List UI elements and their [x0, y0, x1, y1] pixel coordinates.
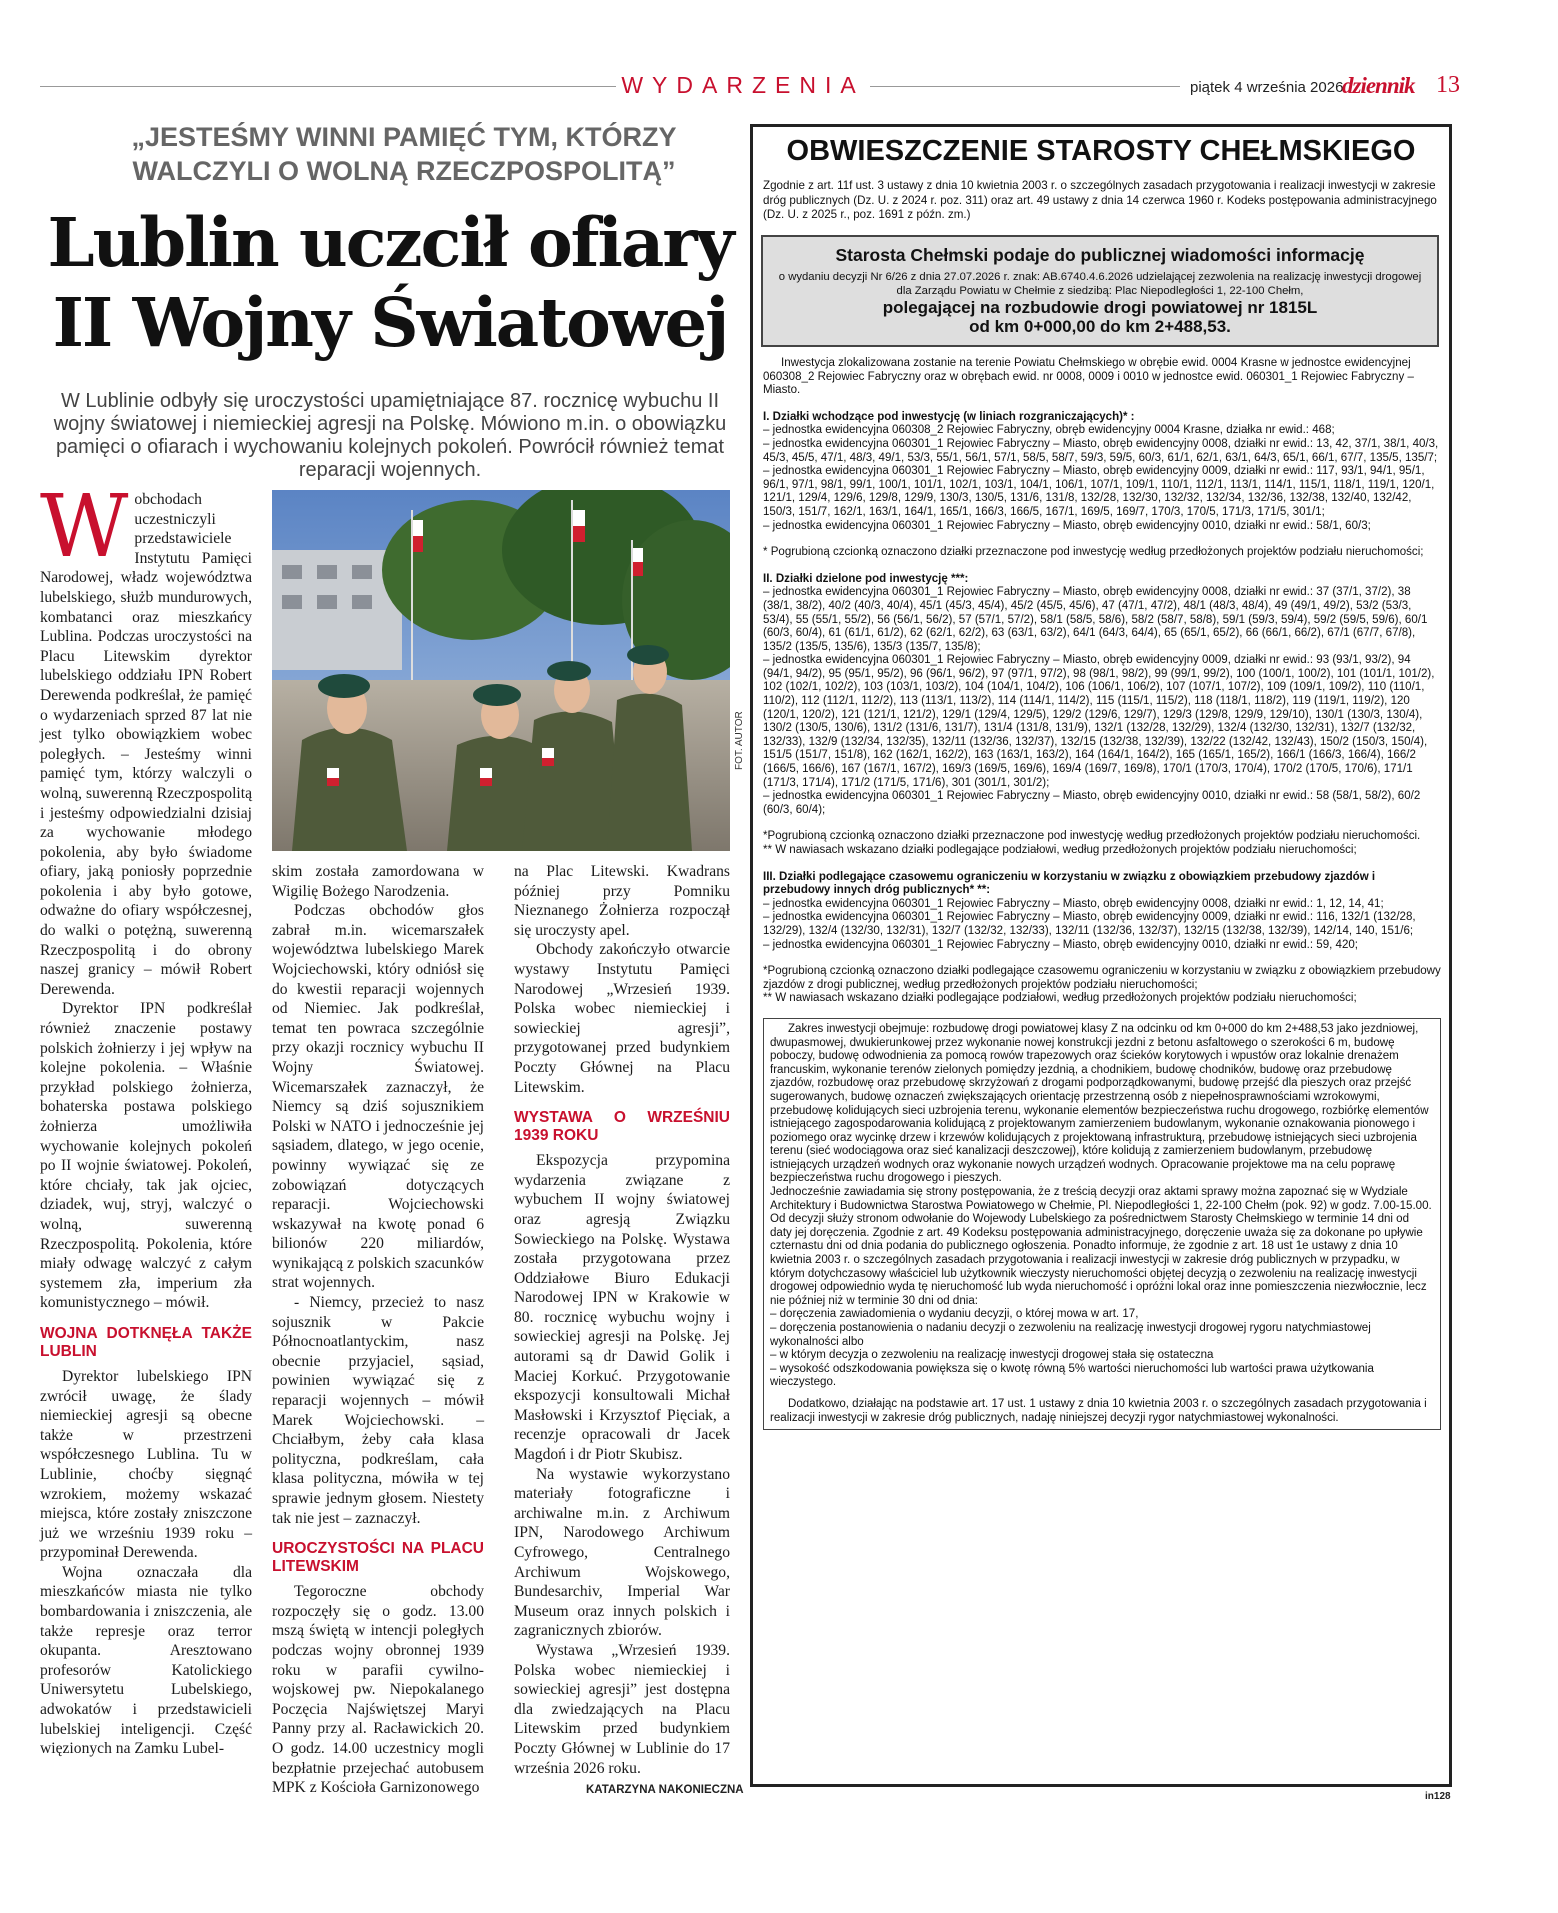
article-paragraph	[40, 477, 252, 999]
header-rule-left	[40, 86, 616, 87]
notice-bullet: – doręczenia zawiadomienia o wydaniu decyzji, o której mowa w art. 17,	[770, 1308, 1139, 1321]
paragraph-text: obchodach uczestniczyli przedstawiciele Instytutu Pamięci Narodowej, władz województwa lubelskiego, służb mundurowych, kombatanci oraz mieszkańcy Lublina. Podczas uroczystości na Placu Litewskim dyrektor lubelskiego oddziału IPN Robert Derewenda podkreślał, że pamięć o wydarzeniach sprzed 87 lat nie jest tylko obowiązkiem wobec poległych. – Jesteśmy winni pamięć tym, którzy walczyli o wolną, suwerenną Rzeczpospolitą i jesteśmy odpowiedzialni dzisiaj za wychowanie młodego pokolenia, aby było świadome ofiary, jaką poniosły poprzednie pokolenia i aby było gotowe, odważne do ofiary współczesnej, do walki o potężną, suwerenną Rzeczpospolitą i do obrony naszej granicy – mówił Robert Derewenda.	[40, 491, 252, 998]
soldiers-photo-illustration	[272, 490, 730, 851]
notice-list-item: – jednostka ewidencyjna 060301_1 Rejowiec Fabryczny – Miasto, obręb ewidencyjny 0008, działki nr ewid.: 37 (37/1, 37/2), 38 (38/1, 38/2), 40/2 (40/3, 40/4), 45/1 (45/3, 45/4), 45/2 (45/5, 45/6), 47 (47/1, 47/2), 48/1 (48/3, 48/4), 49 (49/1, 49/2), 53/2 (53/3, 53/4), 55 (55/1, 55/2), 56 (56/1, 56/2), 57 (57/1, 57/2), 58/1 (58/5, 58/6), 58/2 (58/7, 58/8), 59/1 (59/3, 59/4), 59/2 (59/5, 59/6), 60/1 (60/3, 60/4), 61 (61/1, 61/2), 62 (62/1, 62/2), 63 (63/1, 63/2), 64/1 (64/3, 64/4), 65 (65/1, 65/2), 66 (66/1, 66/2), 67/1 (67/7, 67/8), 135/2 (135/5, 135/6), 135/3 (135/7, 135/8);	[763, 586, 1428, 653]
article-paragraph: Wystawa „Wrzesień 1939. Polska wobec niemieckiej i sowieckiej agresji” jest dostępna dla zwiedzających na Placu Litewskim przed budynkiem Poczty Głównej w Lublinie do 17 września 2026 roku.	[514, 1641, 730, 1777]
notice-decision-box	[763, 1018, 1441, 1430]
article-paragraph: Tegoroczne obchody rozpoczęły się o godz. 13.00 mszą świętą w intencji poległych podczas wojny obronnej 1939 roku w parafii cywilno-wojskowej pw. Niepokalanego Poczęcia Najświętszej Maryi Panny przy al. Racławickich 20. O godz. 14.00 uczestnicy mogli bezpłatnie przejechać autobusem MPK z Kościoła Garnizonowego	[272, 1583, 484, 1797]
article-paragraph: Wojna oznaczała dla mieszkańców miasta nie tylko bombardowania i zniszczenia, ale także represje oraz terror okupanta. Aresztowano profesorów Katolickiego Uniwersytetu Lubelskiego, adwokatów i przedstawicieli lubelskiej inteligencji. Część więzionych na Zamku Lubel-	[40, 1563, 252, 1758]
newspaper-logo: dziennik	[1342, 73, 1415, 98]
notice-list-item: – jednostka ewidencyjna 060301_1 Rejowiec Fabryczny – Miasto, obręb ewidencyjny 0009, działki nr ewid.: 117, 93/1, 94/1, 95/1, 96/1, 97/1, 98/1, 99/1, 100/1, 101/1, 102/1, 103/1, 104/1, 106/1, 107/1, 109/1, 110/1, 112/1, 113/1, 114/1, 115/1, 118/1, 119/1, 120/1, 121/1, 129/4, 129/6, 129/8, 129/9, 130/3, 130/5, 131/6, 131/8, 132/28, 132/30, 132/32, 132/34, 132/36, 132/38, 132/40, 132/42, 150/3, 151/7, 162/1, 163/1, 164/1, 165/1, 166/3, 166/5, 167/1, 169/5, 169/7, 170/3, 170/5, 171/3, 171/5, 301/1;	[763, 465, 1435, 518]
notice-box-bold-2: od km 0+000,00 do km 2+488,53.	[969, 317, 1231, 336]
notice-bullet: – w którym decyzja o zezwoleniu na realizację inwestycji drogowej stała się ostateczna	[770, 1349, 1214, 1362]
notice-box-title: Starosta Chełmski podaje do publicznej wiadomości informację	[835, 245, 1365, 265]
headline-line-1: Lublin uczcił ofiary	[47, 203, 733, 282]
article-column-3	[514, 862, 730, 1778]
notice-section-1-heading: I. Działki wchodzące pod inwestycję (w liniach rozgraniczających)* :	[763, 410, 1135, 423]
notice-location: Inwestycja zlokalizowana zostanie na terenie Powiatu Chełmskiego w obrębie ewid. 0004 Krasne w jednostce ewidencyjnej 060308_2 Rejowiec Fabryczny oraz w obrębach ewid. nr 0008, 0009 i 0010 w jednostce ewid. 060301_1 Rejowiec Fabryczny – Miasto.	[763, 357, 1414, 397]
article-kicker: „JESTEŚMY WINNI PAMIĘĆ TYM, KTÓRZY WALCZYLI O WOLNĄ RZECZPOSPOLITĄ”	[131, 122, 677, 186]
notice-scope: Zakres inwestycji obejmuje: rozbudowę drogi powiatowej klasy Z na odcinku od km 0+000 do km 2+488,53 jako jezdniowej, dwupasmowej, dwukierunkowej przez wykonanie nowej konstrukcji jezdni z betonu asfaltowego o szerokości 6 m, budowę poboczy, budowę odwodnienia za pomocą rowów trapezowych oraz ścieków korytowych i wpustów oraz lokalnie drenażem francuskim, wykonanie terenów zielonych pomiędzy jezdnią, a chodnikiem, budowę chodników, budowę oraz przebudowę zjazdów, rozbudowę oraz przebudowę skrzyżowań z drogami podporządkowanymi, budowę przejść dla pieszych oraz przejść sugerowanych, budowę oznaczeń zwiększających orientację przestrzenną osób z niepełnosprawnościami wzrokowymi, przebudowę kolidujących sieci uzbrojenia terenu, wykonanie elementów bezpieczeństwa ruchu drogowego, rozbiórkę elementów istniejącego zagospodarowania kolidującą z projektowanym zamierzeniem budowlanym, wykonanie oznakowania pionowego i poziomego oraz wycinkę drzew i krzewów kolidujących z projektowaną infrastrukturą, przebudowę istniejących sieci uzbrojenia terenu (sieć wodociągowa oraz sieć kanalizacji deszczowej), które kolidują z zamierzeniem budowlanym, przebudowę istniejących urządzeń wodnych oraz wykonanie nowych urządzeń wodnych. Opracowanie projektowe ma na celu poprawę bezpieczeństwa ruchu drogowego i pieszych.	[770, 1022, 1429, 1185]
notice-list-item: – jednostka ewidencyjna 060301_1 Rejowiec Fabryczny – Miasto, obręb ewidencyjny 0010, działki nr ewid.: 58 (58/1, 58/2), 60/2 (60/3, 60/4);	[763, 790, 1421, 816]
notice-info: Jednocześnie zawiadamia się strony postępowania, że z treścią decyzji oraz aktami sprawy można zapoznać się w Wydziale Architektury i Budownictwa Starostwa Powiatowego w Chełmie, Pl. Niepodległości 1, 22-100 Chełm (pok. 92) w godz. 7.00-15.00.	[770, 1186, 1432, 1212]
article-paragraph: Dyrektor lubelskiego IPN zwrócił uwagę, że ślady niemieckiej agresji są obecne także w przestrzeni współczesnego Lublina. Tu w Lublinie, choćby sięgnąć wzrokiem, możemy wskazać miejsca, które zostały zniszczone już we wrześniu 1939 roku – przypominał Derewenda.	[40, 1367, 252, 1562]
article-paragraph: skim została zamordowana w Wigilię Bożego Narodzenia.	[272, 863, 484, 900]
article-author: KATARZYNA NAKONIECZNA	[586, 1784, 744, 1796]
spacer	[763, 560, 1441, 573]
notice-footnote: * Pogrubioną czcionką oznaczono działki przeznaczone pod inwestycję według przedłożonych projektów podziału nieruchomości;	[763, 546, 1424, 559]
notice-list-item: – jednostka ewidencyjna 060301_1 Rejowiec Fabryczny – Miasto, obręb ewidencyjny 0008, działki nr ewid.: 1, 12, 14, 41;	[763, 897, 1384, 910]
photo-credit: FOT. AUTOR	[734, 711, 745, 770]
notice-list-item: – jednostka ewidencyjna 060301_1 Rejowiec Fabryczny – Miasto, obręb ewidencyjny 0009, działki nr ewid.: 93 (93/1, 93/2), 94 (94/1, 94/2), 95 (95/1, 95/2), 96 (96/1, 96/2), 97 (97/1, 97/2), 98 (98/1, 98/2), 99 (99/1, 99/2), 100 (100/1, 100/2), 101 (101/1, 101/2), 102 (102/1, 102/2), 103 (103/1, 103/2), 104 (104/1, 104/2), 106 (106/1, 106/2), 107 (107/1, 107/2), 109 (109/1, 109/2), 110 (110/1, 110/2), 112 (112/1, 112/2), 113 (113/1, 113/2), 114 (114/1, 114/2), 115 (115/1, 115/2), 118 (118/1, 118/2), 119 (119/1, 119/2), 120 (120/1, 120/2), 121 (121/1, 121/2), 129/1 (129/4, 129/5), 129/2 (129/6, 129/7), 129/3 (129/8, 129/9, 129/10), 130/1 (130/3, 130/4), 130/2 (130/5, 130/6), 131/2 (131/6, 131/7), 131/4 (131/8, 131/9), 132/1 (132/28, 132/29), 132/4 (132/30, 132/31), 132/7 (132/32, 132/33), 132/9 (132/34, 132/35), 132/11 (132/36, 132/37), 132/15 (132/38, 132/39), 132/22 (132/42, 132/43), 150/2 (150/3, 150/4), 151/5 (151/7, 151/8), 162 (162/1, 162/2), 163 (163/1, 163/2), 164 (164/1, 164/2), 165 (165/1, 165/2), 166/1 (166/3, 166/4), 166/2 (166/5, 166/6), 167 (167/1, 167/2), 169/3 (169/5, 169/6), 169/4 (169/7, 169/8), 170/1 (170/3, 170/4), 170/2 (170/5, 170/6), 171/1 (171/3, 171/4), 171/2 (171/5, 171/6), 301 (301/1, 301/2);	[763, 654, 1435, 789]
notice-list-item: – jednostka ewidencyjna 060301_1 Rejowiec Fabryczny – Miasto, obręb ewidencyjny 0008, działki nr ewid.: 13, 42, 37/1, 38/1, 40/3, 45/3, 45/5, 47/1, 48/3, 49/1, 53/3, 55/1, 56/1, 57/1, 58/5, 58/7, 59/3, 59/5, 60/3, 61/1, 62/1, 63/1, 64/3, 65/1, 66/1, 67/7, 135/5, 135/7;	[763, 437, 1439, 464]
notice-bullet: – wysokość odszkodowania powiększa się o kwotę równą 5% wartości nieruchomości lub wartości prawa użytkowania wieczystego.	[770, 1362, 1374, 1389]
notice-box-text: o wydaniu decyzji Nr 6/26 z dnia 27.07.2026 r. znak: AB.6740.4.6.2026 udzielającej zezwolenia na realizację inwestycji drogowej dla Zarządu Powiatu w Chełmie z siedzibą: Plac Niepodległości 1, 22-100 Chełm,	[778, 271, 1422, 297]
notice-footnote: ** W nawiasach wskazano działki podlegające podziałowi, według przedłożonych projektów podziału nieruchomości;	[763, 992, 1357, 1005]
issue-date: piątek 4 września 2026	[1190, 79, 1344, 96]
section-label: WYDARZENIA	[621, 72, 865, 98]
header-rule-right	[870, 86, 1180, 87]
notice-bullet: – doręczenia postanowienia o nadaniu decyzji o zezwoleniu na realizację inwestycji drogowej rygoru natychmiastowej wykonalności albo	[770, 1322, 1371, 1348]
notice-footnote: *Pogrubioną czcionką oznaczono działki przeznaczone pod inwestycję według przedłożonych projektów podziału nieruchomości.	[763, 830, 1421, 843]
notice-footnote: *Pogrubioną czcionką oznaczono działki podlegające czasowemu ograniczeniu w korzystaniu w związku z obowiązkiem przebudowy zjazdów z drogi publicznej, według przedłożonych projektów podziału nieruchomości;	[763, 965, 1441, 991]
article-paragraph: na Plac Litewski. Kwadrans później przy Pomniku Nieznanego Żołnierza rozpoczął się uroczysty apel.	[514, 863, 730, 939]
notice-title: OBWIESZCZENIE STAROSTY CHEŁMSKIEGO	[786, 135, 1416, 167]
notice-intro: Zgodnie z art. 11f ust. 3 ustawy z dnia 10 kwietnia 2003 r. o szczególnych zasadach przygotowania i realizacji inwestycji w zakresie dróg publicznych (Dz. U. z 2024 r. poz. 311) oraz art. 49 ustawy z dnia 14 czerwca 1960 r. Kodeks postępowania administracyjnego (Dz. U. z 2025 r., poz. 1691 z późn. zm.)	[763, 179, 1437, 221]
spacer	[763, 858, 1441, 871]
subheading-wojna: WOJNA DOTKNĘŁA TAKŻE LUBLIN	[40, 1324, 252, 1360]
spacer	[763, 398, 1441, 411]
subheading-wystawa: WYSTAWA O WRZEŚNIU 1939 ROKU	[514, 1109, 730, 1145]
headline-line-2: II Wojny Światowej	[52, 283, 728, 362]
article-paragraph: Na wystawie wykorzystano materiały fotograficzne i archiwalne m.in. z Archiwum IPN, Narodowego Archiwum Cyfrowego, Centralnego Archiwum Wojskowego, Bundesarchiv, Imperial War Museum oraz innych polskich i zagranicznych zbiorów.	[514, 1465, 730, 1640]
article-paragraph: Dyrektor IPN podkreślał również znaczenie postawy polskich żołnierzy i jej wpływ na kolejne pokolenia. – Właśnie przykład polskiego żołnierza, bohaterska postawa polskiego żołnierza umożliwiła wychowanie kolejnych pokoleń po II wojnie światowej. Pokoleń, które chciały, tak jak ojciec, dziadek, wuj, stryj, walczyć o wolną, suwerenną Rzeczpospolitą. Pokolenia, które miały odwagę walczyć z całym systemem zła, imperium zła komunistycznego – mówił.	[40, 1000, 252, 1312]
notice-info: Od decyzji służy stronom odwołanie do Wojewody Lubelskiego za pośrednictwem Starosty Chełmskiego w terminie 14 dni od daty jej doręczenia. Zgodnie z art. 49 Kodeksu postępowania administracyjnego, doręczenie uważa się za dokonane po upływie czternastu dni od dnia podania do publicznego ogłoszenia. Ponadto informuje, że zgodnie z art. 18 ust 1e ustawy z dnia 10 kwietnia 2003 r. o szczególnych zasadach przygotowania i realizacji inwestycji w zakresie dróg publicznych w przypadku, w którym dotychczasowy właściciel lub użytkownik wieczysty nieruchomości objętej decyzją o zezwoleniu na realizację inwestycji drogowej odpowiednio wyda tę nieruchomość lub wyda nieruchomość i opróżni lokal oraz inne pomieszczenia niezwłocznie, lecz nie później niż w terminie 30 dni od dnia:	[770, 1213, 1427, 1307]
article-lead: W Lublinie odbyły się uroczystości upamiętniające 87. rocznicę wybuchu II wojny światowej i niemieckiej agresji na Polskę. Mówiono m.in. o obowiązku pamięci o ofiarach i wychowaniu kolejnych pokoleń. Powrócił również temat reparacji wojennych.	[53, 390, 727, 481]
spacer	[770, 1390, 1434, 1398]
notice-final: Dodatkowo, działając na podstawie art. 17 ust. 1 ustawy z dnia 10 kwietnia 2003 r. o szczególnych zasadach przygotowania i realizacji inwestycji w zakresie dróg publicznych, nadaję niniejszej decyzji rygor natychmiastowej wykonalności.	[770, 1397, 1427, 1424]
article-headline	[40, 203, 740, 363]
notice-footnote: ** W nawiasach wskazano działki podlegające podziałowi, według przedłożonych projektów podziału nieruchomości;	[763, 844, 1357, 856]
ad-code: in128	[1425, 1791, 1451, 1802]
notice-list-item: – jednostka ewidencyjna 060301_1 Rejowiec Fabryczny – Miasto, obręb ewidencyjny 0010, działki nr ewid.: 58/1, 60/3;	[763, 519, 1371, 532]
notice-section-3-heading: III. Działki podlegające czasowemu ograniczeniu w korzystaniu w związku z obowiązkiem przebudowy zjazdów i przebudowy innych dróg publicznych* **:	[763, 870, 1376, 897]
notice-section-2-heading: II. Działki dzielone pod inwestycję ***:	[763, 572, 969, 585]
notice-list-item: – jednostka ewidencyjna 060308_2 Rejowiec Fabryczny, obręb ewidencyjny 0004 Krasne, działka nr ewid.: 468;	[763, 424, 1335, 437]
article-photo	[272, 490, 730, 851]
spacer	[763, 817, 1441, 830]
drop-cap: W	[40, 477, 129, 577]
article-paragraph: - Niemcy, przecież to nasz sojusznik w Pakcie Północnoatlantyckim, nasz obecnie przyjaciel, sąsiad, powinien wywiązać się z reparacji wojennych – mówił Marek Wojciechowski. – Chciałbym, żeby cała klasa polityczna, podkreślam, cała klasa polityczna, mówiła w tej sprawie jednym głosem. Niestety tak nie jest – zaznaczył.	[272, 1294, 484, 1527]
notice-highlight-box	[761, 235, 1439, 347]
article-column-2	[272, 862, 484, 1798]
spacer	[763, 533, 1441, 546]
notice-list-item: – jednostka ewidencyjna 060301_1 Rejowiec Fabryczny – Miasto, obręb ewidencyjny 0009, działki nr ewid.: 116, 132/1 (132/28, 132/29), 132/4 (132/30, 132/31), 132/7 (132/32, 132/33), 132/11 (132/36, 132/37), 132/15 (132/38, 132/39), 142/14, 140, 151/6;	[763, 911, 1416, 937]
notice-list-item: – jednostka ewidencyjna 060301_1 Rejowiec Fabryczny – Miasto, obręb ewidencyjny 0010, działki nr ewid.: 59, 420;	[763, 938, 1359, 951]
spacer	[763, 952, 1441, 965]
subheading-uroczystosci: UROCZYSTOŚCI NA PLACU LITEWSKIM	[272, 1540, 484, 1576]
notice-body	[763, 357, 1441, 1430]
article-paragraph: Ekspozycja przypomina wydarzenia związane z wybuchem II wojny światowej oraz agresją Związku Sowieckiego na Polskę. Wystawa została przygotowana przez Oddziałowe Biuro Edukacji Narodowej IPN w Krakowie w 80. rocznicę wybuchu wojny i sowieckiej agresji na Polskę. Jej autorami są dr Dawid Golik i Maciej Korkuć. Przygotowanie ekspozycji konsultowali Michał Masłowski i Krzysztof Pięciak, a recenzje opracowali dr Jacek Magdoń i dr Piotr Skubisz.	[514, 1152, 730, 1464]
article-paragraph: Obchody zakończyło otwarcie wystawy Instytutu Pamięci Narodowej „Wrzesień 1939. Polska wobec niemieckiej i sowieckiej agresji”, przygotowanej przed budynkiem Poczty Głównej na Placu Litewskim.	[514, 941, 730, 1096]
article-column-1	[40, 477, 252, 1759]
page-number: 13	[1436, 72, 1460, 98]
article-paragraph: Podczas obchodów głos zabrał m.in. wicemarszałek województwa lubelskiego Marek Wojciechowski, który odniósł się do kwestii reparacji wojennych od Niemiec. Jak podkreślał, temat ten powraca szczególnie przy okazji rocznicy wybuchu II Wojny Światowej. Wicemarszałek zaznaczył, że Niemcy są dziś sojusznikiem Polski w NATO i jednocześnie jej sąsiadem, dlatego, w jego ocenie, powinny wywiązać się ze zobowiązań dotyczących reparacji. Wojciechowski wskazywał na kwotę ponad 6 bilionów 220 miliardów, wynikającą z polskich szacunków strat wojennych.	[272, 902, 484, 1292]
official-notice	[750, 124, 1452, 1787]
notice-box-bold-1: polegającej na rozbudowie drogi powiatowej nr 1815L	[882, 298, 1318, 317]
